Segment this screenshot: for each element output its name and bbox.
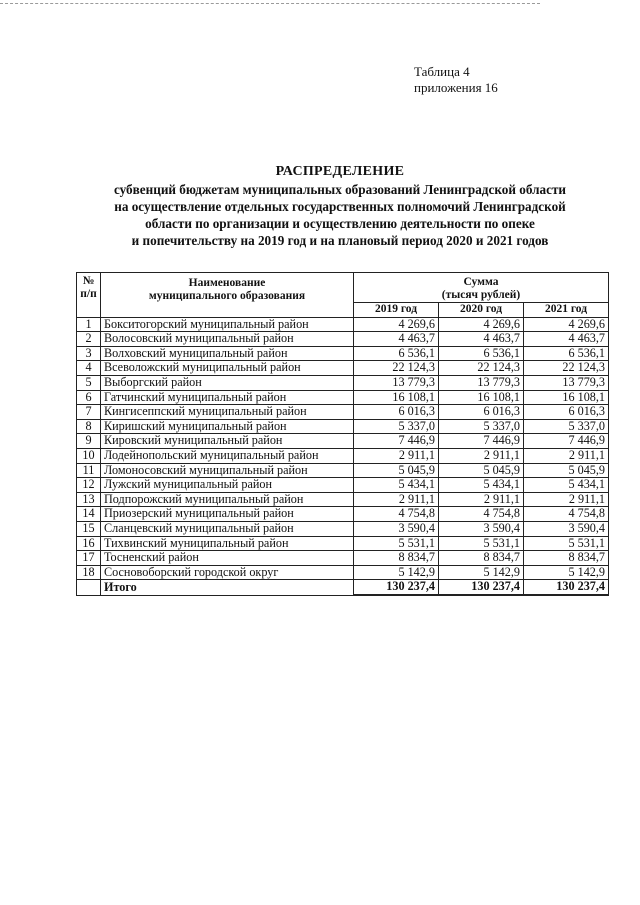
row-value-2021: 2 911,1 xyxy=(524,448,609,463)
row-municipality: Сосновоборский городской округ xyxy=(101,565,354,580)
document-subtitle-line-2: на осуществление отдельных государственных полномочий Ленинградской xyxy=(114,199,566,214)
row-value-2019: 13 779,3 xyxy=(354,375,439,390)
row-value-2021: 6 016,3 xyxy=(524,405,609,420)
table-row xyxy=(77,332,609,347)
row-municipality: Кингисеппский муниципальный район xyxy=(101,405,354,420)
row-value-2020: 3 590,4 xyxy=(439,521,524,536)
row-value-2019: 2 911,1 xyxy=(354,448,439,463)
row-value-2021: 16 108,1 xyxy=(524,390,609,405)
row-number: 10 xyxy=(77,448,101,463)
table-row xyxy=(77,375,609,390)
document-heading xyxy=(80,163,600,249)
row-value-2020: 16 108,1 xyxy=(439,390,524,405)
table-row xyxy=(77,448,609,463)
row-number: 13 xyxy=(77,492,101,507)
row-municipality: Ломоносовский муниципальный район xyxy=(101,463,354,478)
row-municipality: Выборгский район xyxy=(101,375,354,390)
scan-edge-line xyxy=(0,3,540,4)
row-value-2021: 4 463,7 xyxy=(524,332,609,347)
total-label: Итого xyxy=(101,580,354,596)
row-value-2019: 3 590,4 xyxy=(354,521,439,536)
row-value-2020: 5 434,1 xyxy=(439,478,524,493)
row-value-2021: 4 754,8 xyxy=(524,507,609,522)
row-value-2021: 6 536,1 xyxy=(524,346,609,361)
table-row xyxy=(77,346,609,361)
reference-table-number: Таблица 4 xyxy=(414,64,470,79)
row-municipality: Подпорожский муниципальный район xyxy=(101,492,354,507)
table-row xyxy=(77,405,609,420)
row-municipality: Приозерский муниципальный район xyxy=(101,507,354,522)
table-row xyxy=(77,551,609,566)
table-row xyxy=(77,565,609,580)
row-value-2021: 13 779,3 xyxy=(524,375,609,390)
row-number: 6 xyxy=(77,390,101,405)
row-value-2020: 5 337,0 xyxy=(439,419,524,434)
reference-appendix: приложения 16 xyxy=(414,80,498,95)
row-number: 14 xyxy=(77,507,101,522)
table-row xyxy=(77,317,609,332)
row-number: 3 xyxy=(77,346,101,361)
row-value-2020: 7 446,9 xyxy=(439,434,524,449)
row-value-2020: 6 536,1 xyxy=(439,346,524,361)
total-value-2021: 130 237,4 xyxy=(524,580,609,596)
row-value-2019: 7 446,9 xyxy=(354,434,439,449)
row-value-2020: 5 045,9 xyxy=(439,463,524,478)
row-value-2020: 6 016,3 xyxy=(439,405,524,420)
row-number: 4 xyxy=(77,361,101,376)
row-value-2021: 5 434,1 xyxy=(524,478,609,493)
header-municipality-line-1: Наименование xyxy=(188,277,266,289)
total-value-2020: 130 237,4 xyxy=(439,580,524,596)
row-number: 2 xyxy=(77,332,101,347)
header-year-2020: 2020 год xyxy=(439,303,524,318)
table-row xyxy=(77,507,609,522)
row-value-2020: 4 269,6 xyxy=(439,317,524,332)
row-value-2019: 5 142,9 xyxy=(354,565,439,580)
header-year-2021: 2021 год xyxy=(524,303,609,318)
header-number-line-1: № xyxy=(82,275,95,287)
row-value-2019: 8 834,7 xyxy=(354,551,439,566)
row-value-2020: 5 531,1 xyxy=(439,536,524,551)
row-value-2021: 3 590,4 xyxy=(524,521,609,536)
row-number: 8 xyxy=(77,419,101,434)
row-value-2019: 4 269,6 xyxy=(354,317,439,332)
row-value-2020: 2 911,1 xyxy=(439,492,524,507)
document-subtitle-line-1: субвенций бюджетам муниципальных образований Ленинградской области xyxy=(113,182,567,197)
row-value-2019: 4 754,8 xyxy=(354,507,439,522)
row-number: 5 xyxy=(77,375,101,390)
row-value-2021: 8 834,7 xyxy=(524,551,609,566)
row-number: 7 xyxy=(77,405,101,420)
row-value-2019: 6 536,1 xyxy=(354,346,439,361)
row-municipality: Всеволожский муниципальный район xyxy=(101,361,354,376)
row-value-2021: 5 337,0 xyxy=(524,419,609,434)
row-value-2021: 2 911,1 xyxy=(524,492,609,507)
row-number: 1 xyxy=(77,317,101,332)
row-value-2021: 7 446,9 xyxy=(524,434,609,449)
table-header-row xyxy=(77,273,609,303)
document-subtitle-line-3: области по организации и осуществлению деятельности по опеке xyxy=(145,216,535,231)
table-row xyxy=(77,434,609,449)
row-number: 12 xyxy=(77,478,101,493)
row-municipality: Волховский муниципальный район xyxy=(101,346,354,361)
table-row xyxy=(77,478,609,493)
row-municipality: Лодейнопольский муниципальный район xyxy=(101,448,354,463)
header-sum-line-2: (тысяч рублей) xyxy=(441,289,521,301)
header-sum-line-1: Сумма xyxy=(463,276,499,288)
row-municipality: Волосовский муниципальный район xyxy=(101,332,354,347)
row-number: 18 xyxy=(77,565,101,580)
row-value-2019: 5 531,1 xyxy=(354,536,439,551)
row-number: 11 xyxy=(77,463,101,478)
row-value-2020: 8 834,7 xyxy=(439,551,524,566)
table-row xyxy=(77,521,609,536)
header-number xyxy=(77,273,101,318)
row-value-2020: 4 754,8 xyxy=(439,507,524,522)
table-row xyxy=(77,390,609,405)
row-value-2019: 22 124,3 xyxy=(354,361,439,376)
row-number: 15 xyxy=(77,521,101,536)
row-municipality: Кировский муниципальный район xyxy=(101,434,354,449)
row-number: 17 xyxy=(77,551,101,566)
row-value-2020: 5 142,9 xyxy=(439,565,524,580)
table-row xyxy=(77,536,609,551)
header-municipality xyxy=(101,273,354,318)
row-municipality: Гатчинский муниципальный район xyxy=(101,390,354,405)
row-value-2020: 22 124,3 xyxy=(439,361,524,376)
total-row xyxy=(77,580,609,596)
header-year-2019: 2019 год xyxy=(354,303,439,318)
row-value-2019: 5 434,1 xyxy=(354,478,439,493)
row-value-2019: 16 108,1 xyxy=(354,390,439,405)
row-municipality: Тихвинский муниципальный район xyxy=(101,536,354,551)
total-value-2019: 130 237,4 xyxy=(354,580,439,596)
header-municipality-line-2: муниципального образования xyxy=(148,290,306,302)
table-row xyxy=(77,361,609,376)
row-municipality: Сланцевский муниципальный район xyxy=(101,521,354,536)
table-body xyxy=(77,317,609,595)
header-sum xyxy=(354,273,609,303)
row-value-2021: 5 045,9 xyxy=(524,463,609,478)
row-value-2021: 5 531,1 xyxy=(524,536,609,551)
document-subtitle-line-4: и попечительству на 2019 год и на плановый период 2020 и 2021 годов xyxy=(131,233,549,248)
row-municipality: Бокситогорский муниципальный район xyxy=(101,317,354,332)
row-value-2020: 13 779,3 xyxy=(439,375,524,390)
row-value-2021: 22 124,3 xyxy=(524,361,609,376)
row-value-2020: 2 911,1 xyxy=(439,448,524,463)
row-value-2019: 4 463,7 xyxy=(354,332,439,347)
header-number-line-2: п/п xyxy=(80,288,97,300)
row-value-2019: 2 911,1 xyxy=(354,492,439,507)
document-title: РАСПРЕДЕЛЕНИЕ xyxy=(275,164,405,179)
table-row xyxy=(77,463,609,478)
row-value-2021: 4 269,6 xyxy=(524,317,609,332)
row-municipality: Лужский муниципальный район xyxy=(101,478,354,493)
table-row xyxy=(77,492,609,507)
row-value-2019: 5 337,0 xyxy=(354,419,439,434)
table-row xyxy=(77,419,609,434)
row-municipality: Тосненский район xyxy=(101,551,354,566)
row-municipality: Киришский муниципальный район xyxy=(101,419,354,434)
row-value-2019: 6 016,3 xyxy=(354,405,439,420)
row-value-2021: 5 142,9 xyxy=(524,565,609,580)
row-number: 16 xyxy=(77,536,101,551)
total-number-cell xyxy=(77,580,101,596)
subvention-table xyxy=(76,272,609,596)
row-value-2019: 5 045,9 xyxy=(354,463,439,478)
row-number: 9 xyxy=(77,434,101,449)
table-reference xyxy=(414,64,498,96)
row-value-2020: 4 463,7 xyxy=(439,332,524,347)
